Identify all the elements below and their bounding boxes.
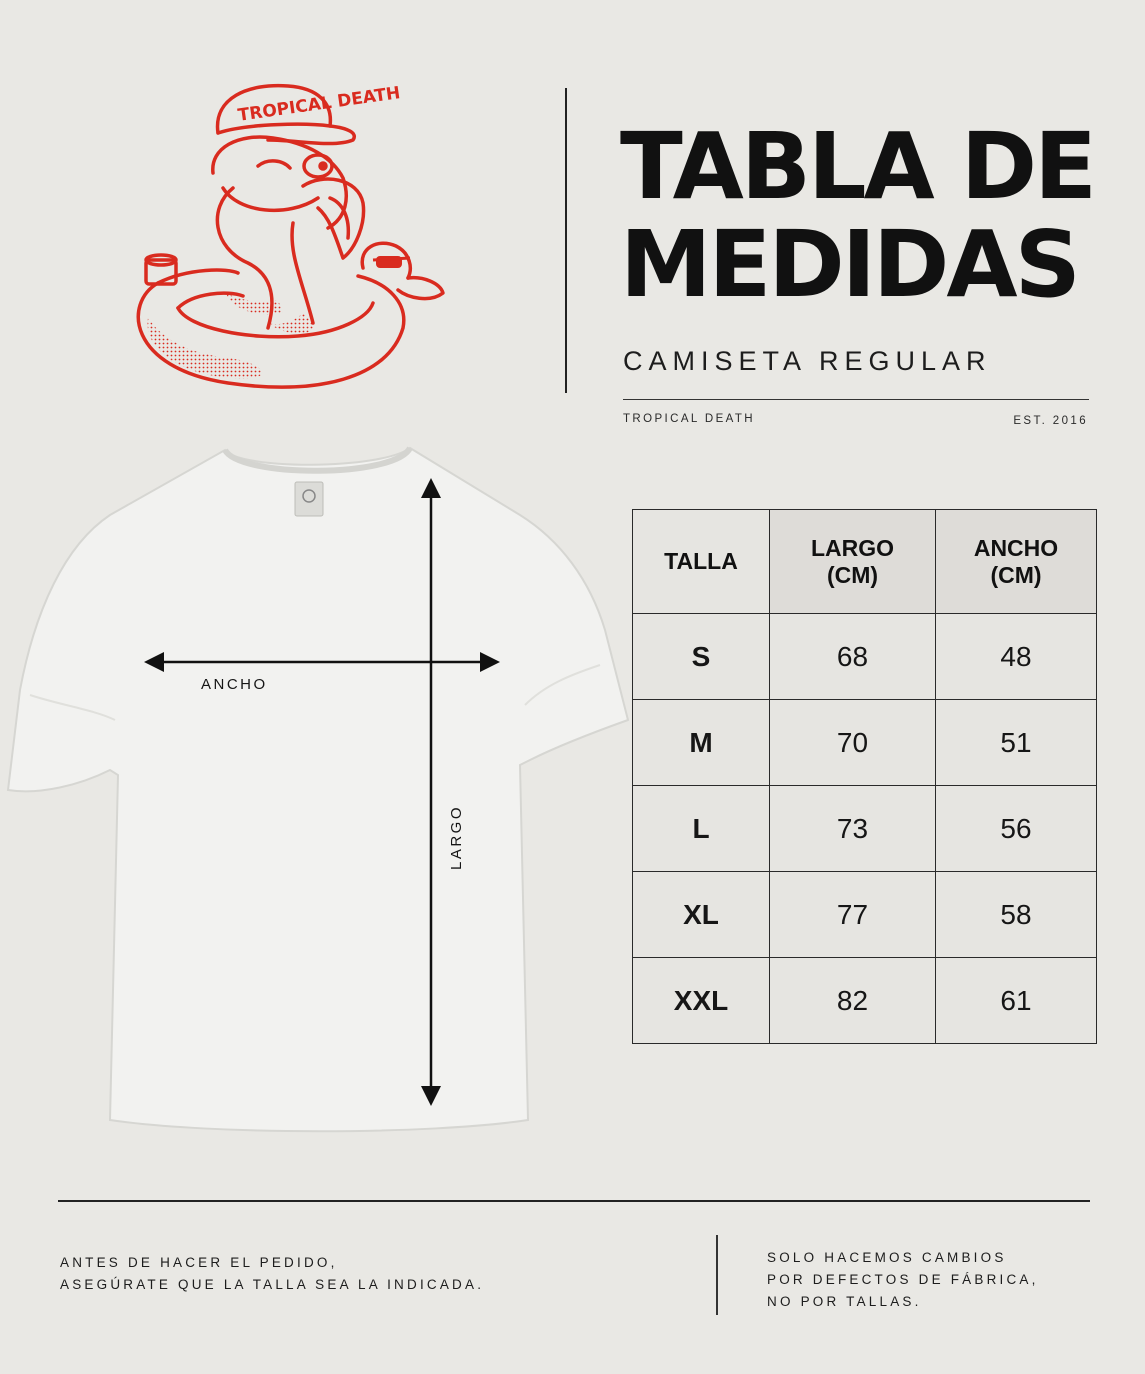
page-subtitle: CAMISETA REGULAR xyxy=(623,346,992,376)
page-title xyxy=(620,113,1095,318)
established-year: EST. 2016 xyxy=(1013,415,1088,427)
size-cell: XL xyxy=(633,872,770,958)
table-row xyxy=(633,958,1097,1044)
footer-right-line-1: SOLO HACEMOS CAMBIOS xyxy=(767,1250,1007,1265)
footer-left-line-2: ASEGÚRATE QUE LA TALLA SEA LA INDICADA. xyxy=(60,1277,485,1292)
width-cell: 51 xyxy=(936,700,1097,786)
size-cell: L xyxy=(633,786,770,872)
tshirt-icon xyxy=(8,448,628,1131)
header-length-label: LARGO xyxy=(810,534,895,561)
footer-note-left xyxy=(60,1252,484,1296)
length-cell: 68 xyxy=(770,614,936,700)
length-cell: 70 xyxy=(770,700,936,786)
flamingo-mascot-logo-icon xyxy=(118,78,488,408)
tshirt-diagram xyxy=(0,430,640,1150)
footer-left-line-1: ANTES DE HACER EL PEDIDO, xyxy=(60,1255,338,1270)
table-header-row xyxy=(633,510,1097,614)
header-width-unit: (CM) xyxy=(990,561,1042,588)
width-cell: 61 xyxy=(936,958,1097,1044)
width-cell: 58 xyxy=(936,872,1097,958)
footer-right-line-3: NO POR TALLAS. xyxy=(767,1294,922,1309)
width-label: ANCHO xyxy=(201,676,268,693)
brand-name: TROPICAL DEATH xyxy=(623,413,756,425)
size-cell: S xyxy=(633,614,770,700)
header-width xyxy=(936,510,1097,614)
header-divider xyxy=(565,88,567,393)
header-width-label: ANCHO xyxy=(973,534,1059,561)
footer-note-right xyxy=(767,1247,1039,1313)
header-rule xyxy=(623,399,1089,400)
header-length-unit: (CM) xyxy=(826,561,879,588)
length-cell: 82 xyxy=(770,958,936,1044)
footer-divider xyxy=(716,1235,718,1315)
size-table xyxy=(632,509,1097,1044)
footer-rule xyxy=(58,1200,1090,1202)
width-cell: 56 xyxy=(936,786,1097,872)
size-cell: XXL xyxy=(633,958,770,1044)
length-cell: 77 xyxy=(770,872,936,958)
table-row xyxy=(633,786,1097,872)
title-line-1: TABLA DE xyxy=(620,113,1095,220)
size-cell: M xyxy=(633,700,770,786)
table-row xyxy=(633,872,1097,958)
table-row xyxy=(633,614,1097,700)
table-row xyxy=(633,700,1097,786)
footer-right-line-2: POR DEFECTOS DE FÁBRICA, xyxy=(767,1272,1039,1287)
header-length xyxy=(770,510,936,614)
length-cell: 73 xyxy=(770,786,936,872)
logo-cap-text: TROPICAL DEATH xyxy=(236,83,402,126)
width-cell: 48 xyxy=(936,614,1097,700)
title-line-2: MEDIDAS xyxy=(620,211,1078,318)
length-label: LARGO xyxy=(448,804,465,870)
header-size: TALLA xyxy=(633,510,770,614)
